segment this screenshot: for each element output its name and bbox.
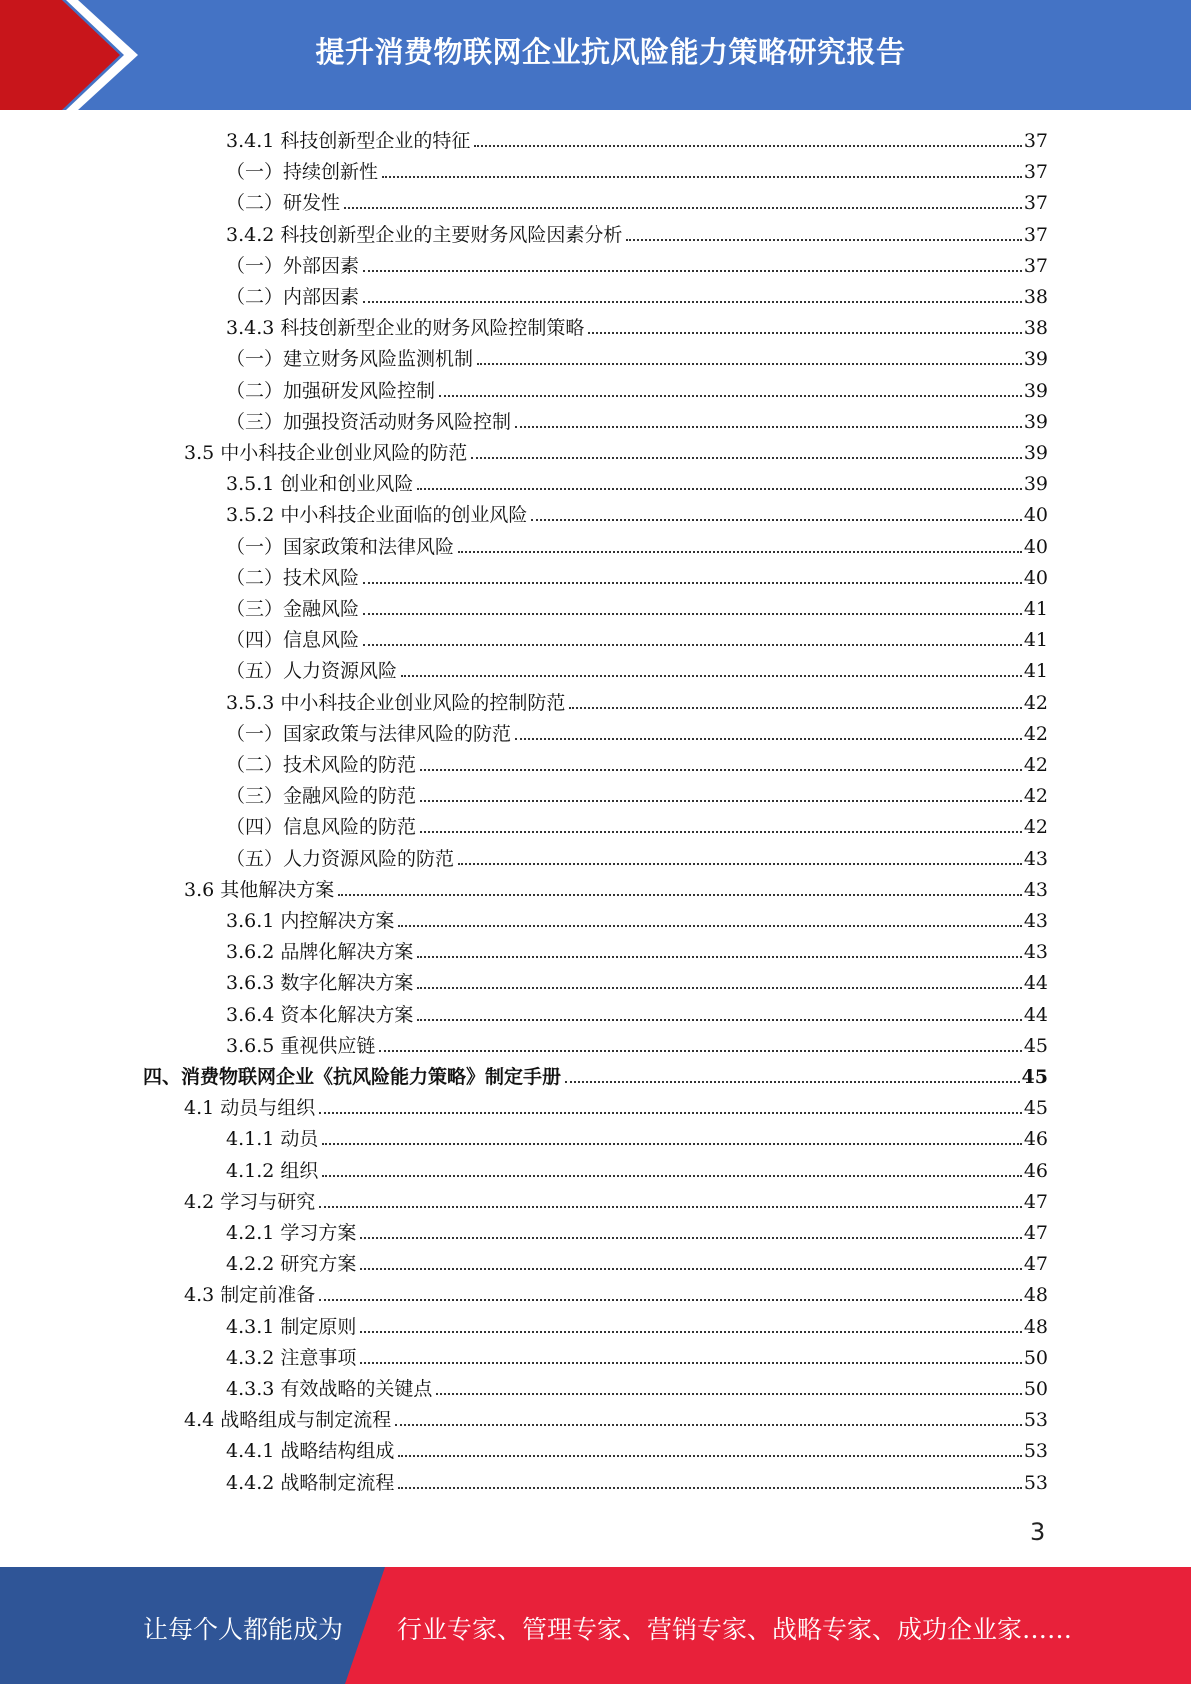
- toc-entry-page: 45: [1023, 1097, 1048, 1120]
- toc-entry-title: （四）信息风险: [226, 629, 360, 652]
- toc-entry[interactable]: [226, 469, 1048, 500]
- toc-dot-leader: [417, 487, 1021, 490]
- toc-entry-title: （三）金融风险的防范: [226, 785, 417, 808]
- toc-dot-leader: [319, 1111, 1022, 1114]
- toc-entry-title: 3.6.3 数字化解决方案: [226, 972, 414, 995]
- toc-entry-title: 4.4 战略组成与制定流程: [184, 1409, 392, 1432]
- toc-dot-leader: [417, 1018, 1021, 1021]
- toc-entry-title: 4.1.1 动员: [226, 1128, 319, 1151]
- toc-entry[interactable]: [226, 844, 1048, 875]
- toc-entry-title: 4.2.1 学习方案: [226, 1222, 357, 1244]
- toc-dot-leader: [322, 1142, 1021, 1145]
- toc-entry-page: 42: [1023, 785, 1048, 808]
- toc-dot-leader: [515, 425, 1022, 428]
- toc-entry-page: 43: [1023, 878, 1048, 901]
- toc-entry-page: 44: [1023, 972, 1048, 995]
- toc-entry-page: 46: [1023, 1128, 1048, 1151]
- toc-dot-leader: [363, 581, 1022, 584]
- toc-entry-title: 4.1 动员与组织: [184, 1097, 316, 1120]
- toc-dot-leader: [401, 674, 1022, 677]
- toc-entry-page: 39: [1023, 442, 1048, 464]
- toc-dot-leader: [398, 1486, 1021, 1489]
- toc-entry[interactable]: [184, 438, 1048, 469]
- toc-entry-title: （一）建立财务风险监测机制: [226, 348, 474, 371]
- toc-dot-leader: [420, 830, 1022, 833]
- toc-dot-leader: [417, 955, 1021, 958]
- toc-dot-leader: [515, 737, 1022, 740]
- toc-dot-leader: [474, 144, 1021, 147]
- toc-entry[interactable]: [184, 1405, 1048, 1436]
- toc-entry[interactable]: [226, 376, 1048, 407]
- toc-entry-page: 40: [1023, 504, 1048, 527]
- toc-entry-title: 4.1.2 组织: [226, 1159, 319, 1182]
- toc-entry[interactable]: [226, 1436, 1048, 1467]
- toc-entry-title: 4.3.1 制定原则: [226, 1315, 357, 1338]
- toc-dot-leader: [436, 1392, 1021, 1395]
- toc-entry-page: 41: [1023, 660, 1048, 683]
- toc-entry-page: 39: [1023, 379, 1048, 402]
- toc-entry-title: 3.4.2 科技创新型企业的主要财务风险因素分析: [226, 223, 623, 246]
- toc-entry-title: （二）加强研发风险控制: [226, 379, 436, 402]
- toc-entry-page: 43: [1023, 910, 1048, 932]
- toc-entry-title: 3.6 其他解决方案: [184, 878, 335, 901]
- toc-entry-title: 3.5.3 中小科技企业创业风险的控制防范: [226, 691, 566, 714]
- toc-entry-title: 4.2 学习与研究: [184, 1190, 316, 1213]
- toc-entry[interactable]: [226, 1249, 1048, 1280]
- toc-dot-leader: [420, 799, 1022, 802]
- toc-entry-title: 3.4.3 科技创新型企业的财务风险控制策略: [226, 317, 585, 340]
- toc-entry-title: 3.6.4 资本化解决方案: [226, 1003, 414, 1026]
- toc-entry-page: 50: [1023, 1378, 1048, 1400]
- toc-entry-page: 40: [1023, 535, 1048, 558]
- toc-entry[interactable]: [184, 875, 1048, 906]
- toc-entry-title: 3.4.1 科技创新型企业的特征: [226, 130, 471, 152]
- toc-dot-leader: [363, 612, 1022, 615]
- toc-dot-leader: [360, 1361, 1021, 1364]
- toc-dot-leader: [565, 1080, 1020, 1083]
- toc-entry-page: 47: [1023, 1253, 1048, 1276]
- toc-entry-page: 37: [1023, 254, 1048, 277]
- toc-dot-leader: [417, 986, 1021, 989]
- toc-entry-title: （五）人力资源风险的防范: [226, 847, 455, 870]
- toc-dot-leader: [360, 1330, 1021, 1333]
- toc-entry-page: 41: [1023, 629, 1048, 652]
- toc-entry-page: 45: [1021, 1066, 1048, 1088]
- toc-dot-leader: [338, 893, 1022, 896]
- toc-dot-leader: [588, 331, 1021, 334]
- report-title: 提升消费物联网企业抗风险能力策略研究报告: [315, 35, 906, 69]
- toc-entry[interactable]: [226, 126, 1048, 157]
- toc-entry[interactable]: [226, 1374, 1048, 1405]
- toc-dot-leader: [395, 1423, 1022, 1426]
- toc-entry[interactable]: [226, 500, 1048, 531]
- toc-entry-title: 4.2.2 研究方案: [226, 1253, 357, 1276]
- toc-entry-title: 4.4.1 战略结构组成: [226, 1440, 395, 1463]
- toc-dot-leader: [360, 1267, 1021, 1270]
- toc-dot-leader: [626, 238, 1021, 241]
- toc-dot-leader: [471, 456, 1022, 459]
- toc-entry[interactable]: [226, 344, 1048, 375]
- toc-entry[interactable]: [226, 251, 1048, 282]
- toc-entry[interactable]: [226, 563, 1048, 594]
- toc-entry-title: 3.6.2 品牌化解决方案: [226, 941, 414, 964]
- toc-entry[interactable]: [226, 1000, 1048, 1031]
- toc-entry[interactable]: [184, 1093, 1048, 1124]
- report-header: [0, 0, 1191, 110]
- toc-entry-page: 53: [1023, 1409, 1048, 1432]
- toc-entry[interactable]: [226, 1468, 1048, 1499]
- toc-dot-leader: [569, 706, 1021, 709]
- toc-entry-page: 40: [1023, 566, 1048, 589]
- toc-entry-page: 37: [1023, 161, 1048, 184]
- toc-entry[interactable]: [226, 625, 1048, 656]
- toc-entry-title: 4.3.3 有效战略的关键点: [226, 1378, 433, 1400]
- toc-entry-page: 46: [1023, 1159, 1048, 1182]
- toc-entry[interactable]: [226, 1218, 1048, 1249]
- toc-entry-page: 42: [1023, 754, 1048, 776]
- toc-entry-page: 39: [1023, 410, 1048, 433]
- toc-entry-title: （一）外部因素: [226, 254, 360, 277]
- toc-entry-page: 37: [1023, 130, 1048, 152]
- toc-dot-leader: [360, 1236, 1021, 1239]
- toc-entry-title: 四、消费物联网企业《抗风险能力策略》制定手册: [143, 1066, 562, 1088]
- toc-dot-leader: [398, 924, 1021, 927]
- toc-entry[interactable]: [226, 906, 1048, 937]
- footer-banner: [0, 1567, 1191, 1684]
- toc-dot-leader: [531, 518, 1021, 521]
- toc-entry[interactable]: [184, 1187, 1048, 1218]
- toc-dot-leader: [477, 362, 1022, 365]
- toc-dot-leader: [382, 175, 1022, 178]
- toc-entry-title: 3.5.2 中小科技企业面临的创业风险: [226, 504, 528, 527]
- toc-entry[interactable]: [226, 1312, 1048, 1343]
- toc-entry-page: 37: [1023, 223, 1048, 246]
- toc-entry[interactable]: [226, 719, 1048, 750]
- toc-dot-leader: [344, 206, 1022, 209]
- toc-entry[interactable]: [226, 812, 1048, 843]
- footer-slogan-right: 行业专家、管理专家、营销专家、战略专家、成功企业家……: [397, 1615, 1073, 1644]
- toc-entry-title: 4.4.2 战略制定流程: [226, 1471, 395, 1494]
- toc-dot-leader: [363, 300, 1022, 303]
- toc-entry-title: （二）技术风险: [226, 566, 360, 589]
- toc-entry[interactable]: [226, 1156, 1048, 1187]
- toc-entry-title: （二）研发性: [226, 192, 341, 215]
- toc-dot-leader: [458, 862, 1022, 865]
- toc-entry-page: 45: [1023, 1034, 1048, 1057]
- toc-entry[interactable]: [226, 282, 1048, 313]
- toc-entry-page: 43: [1023, 941, 1048, 964]
- toc-entry[interactable]: [226, 157, 1048, 188]
- toc-entry-title: （三）加强投资活动财务风险控制: [226, 410, 512, 433]
- toc-entry-page: 42: [1023, 722, 1048, 745]
- toc-entry-page: 39: [1023, 348, 1048, 371]
- toc-entry-page: 41: [1023, 598, 1048, 620]
- toc-dot-leader: [319, 1205, 1022, 1208]
- toc-entry[interactable]: [226, 937, 1048, 968]
- toc-entry[interactable]: [226, 313, 1048, 344]
- toc-entry-page: 39: [1023, 473, 1048, 496]
- toc-dot-leader: [322, 1174, 1021, 1177]
- toc-dot-leader: [439, 394, 1022, 397]
- toc-entry-page: 48: [1023, 1315, 1048, 1338]
- toc-entry-page: 43: [1023, 847, 1048, 870]
- toc-entry[interactable]: [226, 1124, 1048, 1155]
- toc-entry-title: 4.3 制定前准备: [184, 1284, 316, 1307]
- toc-dot-leader: [363, 269, 1022, 272]
- toc-entry[interactable]: [226, 407, 1048, 438]
- toc-entry-title: （一）持续创新性: [226, 161, 379, 184]
- toc-dot-leader: [458, 550, 1022, 553]
- toc-entry[interactable]: [226, 220, 1048, 251]
- toc-entry-page: 50: [1023, 1346, 1048, 1369]
- toc-entry-title: （三）金融风险: [226, 598, 360, 620]
- toc-entry-page: 44: [1023, 1003, 1048, 1026]
- toc-dot-leader: [363, 643, 1022, 646]
- toc-entry-page: 42: [1023, 691, 1048, 714]
- toc-entry-title: 3.6.5 重视供应链: [226, 1034, 376, 1057]
- toc-entry-title: 3.5.1 创业和创业风险: [226, 473, 414, 496]
- toc-dot-leader: [319, 1298, 1022, 1301]
- toc-entry[interactable]: [226, 750, 1048, 781]
- toc-entry-title: 3.6.1 内控解决方案: [226, 910, 395, 932]
- toc-entry-page: 47: [1023, 1222, 1048, 1244]
- toc-entry[interactable]: [226, 1031, 1048, 1062]
- toc-entry-page: 47: [1023, 1190, 1048, 1213]
- toc-entry-title: 4.3.2 注意事项: [226, 1346, 357, 1369]
- toc-entry-page: 38: [1023, 317, 1048, 340]
- toc-entry-title: （一）国家政策和法律风险: [226, 535, 455, 558]
- toc-dot-leader: [398, 1454, 1021, 1457]
- toc-entry[interactable]: [226, 656, 1048, 687]
- toc-entry-page: 53: [1023, 1440, 1048, 1463]
- toc-entry-title: （四）信息风险的防范: [226, 816, 417, 839]
- toc-entry[interactable]: [226, 188, 1048, 219]
- toc-entry-page: 38: [1023, 286, 1048, 308]
- page-number: 3: [1030, 1518, 1046, 1546]
- toc-entry[interactable]: [226, 781, 1048, 812]
- toc-entry[interactable]: [226, 1343, 1048, 1374]
- toc-entry[interactable]: [226, 594, 1048, 625]
- toc-entry-title: （一）国家政策与法律风险的防范: [226, 722, 512, 745]
- toc-entry-title: （二）内部因素: [226, 286, 360, 308]
- toc-entry[interactable]: [143, 1062, 1048, 1093]
- toc-entry-page: 48: [1023, 1284, 1048, 1307]
- toc-entry-title: （五）人力资源风险: [226, 660, 398, 683]
- toc-entry[interactable]: [184, 1280, 1048, 1311]
- toc-entry-title: 3.5 中小科技企业创业风险的防范: [184, 442, 468, 464]
- toc-entry[interactable]: [226, 532, 1048, 563]
- toc-entry[interactable]: [226, 688, 1048, 719]
- toc-entry-page: 37: [1023, 192, 1048, 215]
- footer-slogan-left: 让每个人都能成为: [143, 1615, 344, 1644]
- toc-dot-leader: [379, 1049, 1021, 1052]
- toc-entry-title: （二）技术风险的防范: [226, 754, 417, 776]
- toc-entry[interactable]: [226, 968, 1048, 999]
- toc-entry-page: 53: [1023, 1471, 1048, 1494]
- toc-dot-leader: [420, 768, 1022, 771]
- toc-entry-page: 42: [1023, 816, 1048, 839]
